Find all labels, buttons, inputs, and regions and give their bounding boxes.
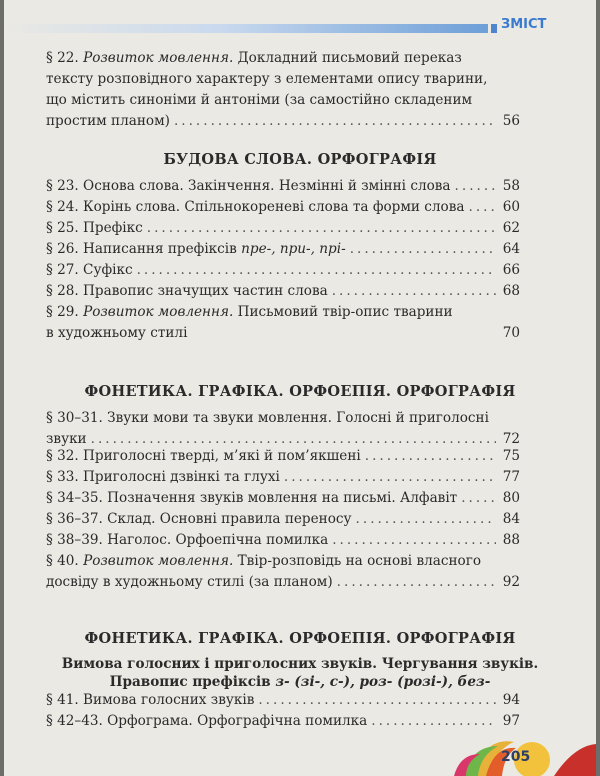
toc-page: 77 <box>502 469 520 485</box>
toc-text: § 23. Основа слова. Закінчення. Незмінні й змінні слова <box>46 178 451 194</box>
toc-line: § 22. Розвиток мовлення. Докладний письмовий переказ <box>46 50 462 66</box>
toc-text: § 38–39. Наголос. Орфоепічна помилка <box>46 532 329 548</box>
toc-line: в художньому стилі <box>46 325 188 341</box>
dot-leader <box>147 218 496 239</box>
toc-page: 66 <box>502 262 520 278</box>
toc-text: § 32. Приголосні тверді, м’які й пом’якшені <box>46 448 361 464</box>
toc-entry-33 <box>46 467 520 488</box>
dot-leader <box>337 572 496 593</box>
toc-entry-28 <box>46 281 520 302</box>
toc-entry-34-35 <box>46 488 520 509</box>
corner-decoration <box>454 716 596 776</box>
toc-line: звуки <box>46 431 87 447</box>
toc-entry-25 <box>46 218 520 239</box>
toc-entry-40 <box>46 551 520 593</box>
section-subtitle: Вимова голосних і приголосних звуків. Чергування звуків. <box>61 656 539 672</box>
toc-page: 58 <box>502 178 520 194</box>
toc-page: 92 <box>502 574 520 590</box>
header-stripe <box>4 24 488 33</box>
book-page <box>4 0 596 776</box>
toc-text: § 36–37. Склад. Основні правила переносу <box>46 511 352 527</box>
toc-page: 70 <box>502 325 520 341</box>
toc-text: § 28. Правопис значущих частин слова <box>46 283 328 299</box>
toc-line: § 29. Розвиток мовлення. Письмовий твір-опис тварини <box>46 304 453 320</box>
toc-text: § 42–43. Орфограма. Орфографічна помилка <box>46 713 368 729</box>
dot-leader <box>332 530 496 551</box>
toc-line: тексту розповідного характеру з елементами опису тварини, <box>46 71 488 87</box>
dot-leader <box>461 488 496 509</box>
dot-leader <box>258 690 496 711</box>
dot-leader <box>350 239 496 260</box>
toc-entry-42-43 <box>46 711 520 732</box>
toc-page: 72 <box>502 431 520 447</box>
page-number: 205 <box>501 749 531 765</box>
dot-leader <box>469 197 497 218</box>
dot-leader <box>332 281 496 302</box>
toc-text: § 34–35. Позначення звуків мовлення на письмі. Алфавіт <box>46 490 458 506</box>
toc-page: 97 <box>502 713 520 729</box>
toc-entry-29 <box>46 302 520 344</box>
toc-text: § 25. Префікс <box>46 220 143 236</box>
toc-entry-26 <box>46 239 520 260</box>
toc-entry-24 <box>46 197 520 218</box>
toc-page: 94 <box>502 692 520 708</box>
dot-leader <box>284 467 496 488</box>
toc-page: 84 <box>502 511 520 527</box>
toc-line: що містить синоніми й антоніми (за самостійно складеним <box>46 92 473 108</box>
toc-page: 80 <box>502 490 520 506</box>
toc-entry-41 <box>46 690 520 711</box>
dot-leader <box>455 176 496 197</box>
toc-entry-36-37 <box>46 509 520 530</box>
toc-entry-27 <box>46 260 520 281</box>
section-subtitle: Правопис префіксів з- (зі-, с-), роз- (розі-), без- <box>109 674 491 690</box>
toc-entry-23 <box>46 176 520 197</box>
dot-leader <box>137 260 496 281</box>
dot-leader <box>365 446 496 467</box>
toc-text: § 41. Вимова голосних звуків <box>46 692 255 708</box>
toc-text: § 24. Корінь слова. Спільнокореневі слова та форми слова <box>46 199 465 215</box>
toc-page: 64 <box>502 241 520 257</box>
toc-page: 62 <box>502 220 520 236</box>
section-tag: ЗМІСТ <box>501 17 547 32</box>
toc-entry-30-31 <box>46 408 520 450</box>
toc-text: § 27. Суфікс <box>46 262 133 278</box>
toc-text: § 26. Написання префіксів пре-, при-, прі- <box>46 241 346 257</box>
dot-leader <box>356 509 496 530</box>
toc-entry-22 <box>46 48 520 132</box>
section-title: ФОНЕТИКА. ГРАФІКА. ОРФОЕПІЯ. ОРФОГРАФІЯ <box>84 630 516 647</box>
toc-page: 60 <box>502 199 520 215</box>
dot-leader <box>174 111 496 132</box>
toc-page: 88 <box>502 532 520 548</box>
section-title: БУДОВА СЛОВА. ОРФОГРАФІЯ <box>163 151 437 168</box>
section-title: ФОНЕТИКА. ГРАФІКА. ОРФОЕПІЯ. ОРФОГРАФІЯ <box>84 383 516 400</box>
toc-entry-38-39 <box>46 530 520 551</box>
toc-line: § 40. Розвиток мовлення. Твір-розповідь на основі власного <box>46 553 482 569</box>
toc-line: § 30–31. Звуки мови та звуки мовлення. Голосні й приголосні <box>46 410 489 426</box>
toc-entry-32 <box>46 446 520 467</box>
toc-page: 56 <box>502 113 520 129</box>
toc-page: 75 <box>502 448 520 464</box>
toc-line: досвіду в художньому стилі (за планом) <box>46 574 333 590</box>
header-marker <box>491 24 497 33</box>
toc-page: 68 <box>502 283 520 299</box>
toc-line: простим планом) <box>46 113 170 129</box>
toc-text: § 33. Приголосні дзвінкі та глухі <box>46 469 280 485</box>
